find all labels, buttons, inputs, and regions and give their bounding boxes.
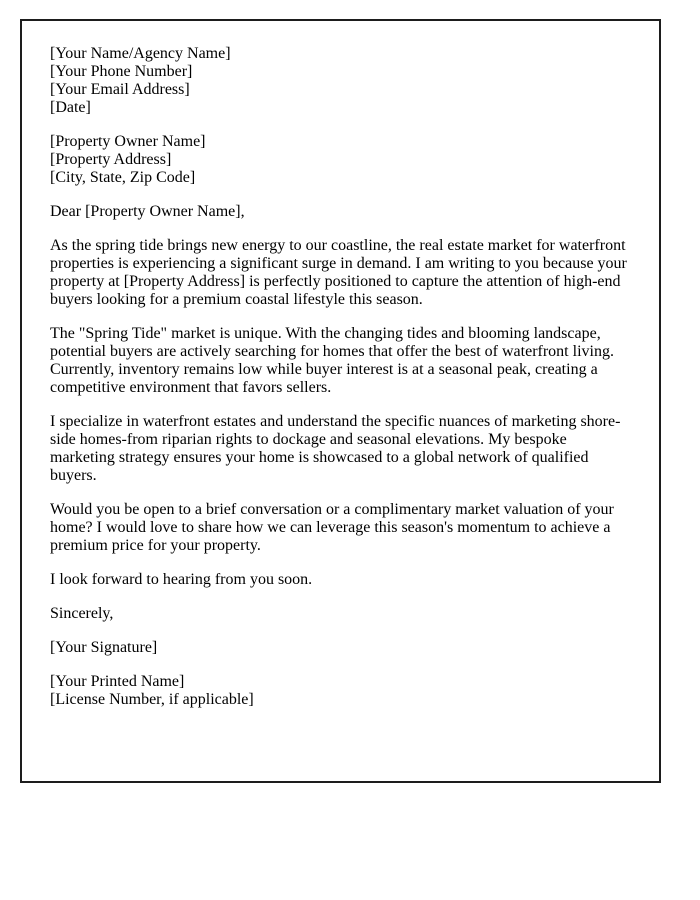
recipient-block	[50, 133, 633, 187]
recipient-address-line: [Property Address]	[50, 151, 172, 168]
sender-email-line: [Your Email Address]	[50, 81, 190, 98]
license-number-line: [License Number, if applicable]	[50, 691, 254, 708]
paragraph-look-forward: I look forward to hearing from you soon.	[50, 571, 313, 588]
letter-document	[20, 19, 661, 783]
signature-placeholder: [Your Signature]	[50, 639, 158, 656]
printed-name-line: [Your Printed Name]	[50, 673, 185, 690]
paragraph-specialization: I specialize in waterfront estates and understand the specific nuances of marketing shore-side homes-from riparian rights to dockage and seasonal elevations. My bespoke marketing strategy ensures your home is showcased to a global network of qualified buyers.	[50, 413, 621, 484]
sender-phone-line: [Your Phone Number]	[50, 63, 193, 80]
salutation: Dear [Property Owner Name],	[50, 203, 245, 220]
signature-block	[50, 673, 633, 709]
closing: Sincerely,	[50, 605, 114, 622]
paragraph-spring-tide-market: The "Spring Tide" market is unique. With the changing tides and blooming landscape, potential buyers are actively searching for homes that offer the best of waterfront living. Currently, inventory remains low while buyer interest is at a seasonal peak, creating a competitive environment that favors sellers.	[50, 325, 614, 396]
sender-block	[50, 45, 633, 117]
sender-name-line: [Your Name/Agency Name]	[50, 45, 231, 62]
recipient-name-line: [Property Owner Name]	[50, 133, 206, 150]
paragraph-call-to-action: Would you be open to a brief conversation or a complimentary market valuation of your home? I would love to share how we can leverage this season's momentum to achieve a premium price for your property.	[50, 501, 614, 554]
recipient-city-state-zip-line: [City, State, Zip Code]	[50, 169, 196, 186]
date-line: [Date]	[50, 99, 91, 116]
paragraph-market-surge: As the spring tide brings new energy to our coastline, the real estate market for waterfront properties is experiencing a significant surge in demand. I am writing to you because your property at [Property Address] is perfectly positioned to capture the attention of high-end buyers looking for a premium coastal lifestyle this season.	[50, 237, 627, 308]
